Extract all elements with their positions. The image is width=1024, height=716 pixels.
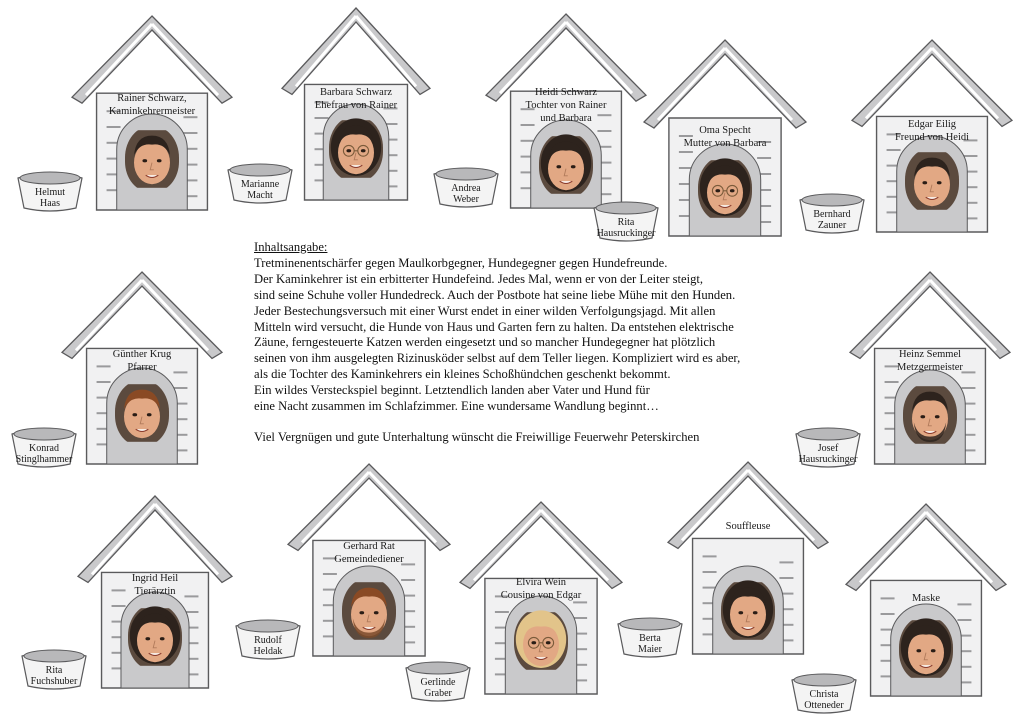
- dog-house: [74, 494, 236, 690]
- role-label-line: Tierärztin: [134, 586, 176, 597]
- woman-dark-bob-icon: [721, 578, 775, 644]
- actor-name-line: Christa: [809, 689, 839, 700]
- summary-line: Zäune, ferngesteuerte Katzen werden eingesetzt und so mancher Hundegegner hat plötzlich: [254, 335, 716, 350]
- actor-name-line: Hausruckinger: [798, 454, 858, 465]
- man-ginger-hair-icon: [115, 380, 169, 446]
- actor-name-line: Zauner: [817, 220, 847, 231]
- dog-house: [842, 502, 1010, 698]
- role-label-line: Pfarrer: [127, 362, 157, 373]
- food-bowl-actor-name: [430, 164, 502, 208]
- role-label: [664, 520, 832, 533]
- actor-name: [590, 217, 662, 239]
- actor-name: [796, 209, 868, 231]
- role-label: [278, 86, 434, 112]
- summary-line: eine Nacht zusammen im Schlafzimmer. Eine wundersame Wandlung beginnt…: [254, 399, 659, 414]
- summary-line: Der Kaminkehrer ist ein erbitterter Hundefeind. Jedes Mal, wenn er von der Leiter steigt,: [254, 271, 704, 286]
- actor-name-line: Berta: [639, 633, 661, 644]
- actor-name-line: Konrad: [29, 443, 59, 454]
- man-dark-hair-icon: [905, 148, 959, 214]
- blonde-woman-glasses-icon: [514, 608, 568, 674]
- actor-name: [232, 635, 304, 657]
- actor-name: [224, 179, 296, 201]
- food-bowl-actor-name: [796, 190, 868, 234]
- woman-glasses-icon: [329, 116, 383, 182]
- summary-heading: Inhaltsangabe:: [254, 240, 328, 254]
- actor-name-line: Hausruckinger: [596, 228, 656, 239]
- actor-name-line: Josef: [817, 443, 839, 454]
- food-bowl-actor-name: [614, 614, 686, 658]
- role-label: [58, 348, 226, 374]
- role-label-line: Elvira Wein: [516, 577, 566, 588]
- food-bowl-actor-name: [14, 168, 86, 212]
- plot-summary: [254, 240, 834, 446]
- food-bowl-actor-name: [224, 160, 296, 204]
- actor-name-line: Rita: [617, 217, 635, 228]
- role-label-line: Ehefrau von Rainer: [314, 100, 398, 111]
- role-label-line: Rainer Schwarz,: [117, 93, 187, 104]
- food-bowl-actor-name: [590, 198, 662, 242]
- role-label: [640, 124, 810, 150]
- actor-name-line: Maier: [638, 644, 662, 655]
- older-woman-glasses-icon: [698, 156, 752, 222]
- summary-line: Tretminenentschärfer gegen Maulkorbgegner, Hundegegner gegen Hundefreunde.: [254, 255, 668, 270]
- role-label: [74, 572, 236, 598]
- role-label-line: Oma Specht: [699, 125, 751, 136]
- actor-name: [8, 443, 80, 465]
- role-label: [284, 540, 454, 566]
- actor-name-line: Otteneder: [804, 700, 844, 711]
- actor-name-line: Bernhard: [813, 209, 851, 220]
- food-bowl-actor-name: [8, 424, 80, 468]
- dog-house: [58, 270, 226, 466]
- role-label-line: Barbara Schwarz: [319, 87, 392, 98]
- role-label: [848, 118, 1016, 144]
- man-beard-reddish-icon: [342, 578, 396, 644]
- young-woman-icon: [539, 132, 593, 198]
- actor-name-line: Graber: [424, 688, 452, 699]
- actor-name-line: Rudolf: [254, 635, 282, 646]
- actor-name-line: Macht: [247, 190, 273, 201]
- role-label: [68, 92, 236, 118]
- summary-line: Jeder Bestechungsversuch mit einer Wurst endet in einer wilden Verfolgungsjagd. Mit allen: [254, 303, 716, 318]
- actor-name-line: Gerlinde: [420, 677, 456, 688]
- food-bowl-actor-name: [232, 616, 304, 660]
- dog-house: [456, 500, 626, 696]
- actor-name-line: Helmut: [35, 187, 65, 198]
- actor-name: [430, 183, 502, 205]
- role-label-line: Gemeindediener: [334, 554, 404, 565]
- actor-name-line: Fuchshuber: [30, 676, 78, 687]
- role-label-line: Kaminkehrermeister: [108, 106, 196, 117]
- food-bowl-actor-name: [402, 658, 474, 702]
- dog-house: [278, 6, 434, 202]
- role-label: [842, 592, 1010, 605]
- actor-name-line: Rita: [45, 665, 63, 676]
- actor-name-line: Andrea: [451, 183, 481, 194]
- role-label-line: Günther Krug: [112, 349, 172, 360]
- actor-name-line: Marianne: [240, 179, 280, 190]
- role-label-line: Freund von Heidi: [894, 132, 970, 143]
- dog-house: [846, 270, 1014, 466]
- role-label: [846, 348, 1014, 374]
- dog-house: [664, 460, 832, 656]
- role-label: [482, 86, 650, 125]
- actor-name-line: Weber: [453, 194, 479, 205]
- dog-house: [482, 12, 650, 210]
- dog-house: [640, 38, 810, 238]
- actor-name: [14, 187, 86, 209]
- man-short-dark-hair-icon: [125, 126, 179, 192]
- actor-name-line: Heldak: [253, 646, 283, 657]
- summary-spacer: [254, 415, 834, 430]
- actor-name: [402, 677, 474, 699]
- role-label-line: Tochter von Rainer: [525, 100, 607, 111]
- summary-line: seinen von ihm ausgelegten Rizinusköder selbst auf dem Teller liegen. Kompliziert wird es aber,: [254, 351, 741, 366]
- role-label-line: Metzgermeister: [897, 362, 963, 373]
- role-label: [456, 576, 626, 602]
- woman-short-hair-icon: [128, 604, 182, 670]
- role-label-line: Mutter von Barbara: [683, 138, 767, 149]
- summary-closing: Viel Vergnügen und gute Unterhaltung wünscht die Freiwillige Feuerwehr Peterskirchen: [254, 429, 700, 444]
- role-label-line: Gerhard Rat: [343, 541, 395, 552]
- dog-house: [848, 38, 1016, 234]
- food-bowl-actor-name: [788, 670, 860, 714]
- role-label-line: Cousine von Edgar: [500, 590, 582, 601]
- man-beard-icon: [903, 382, 957, 448]
- actor-name-line: Stinglhammer: [15, 454, 73, 465]
- actor-name: [788, 689, 860, 711]
- role-label-line: Heinz Semmel: [898, 349, 962, 360]
- actor-name: [614, 633, 686, 655]
- actor-name: [18, 665, 90, 687]
- role-label-line: Maske: [912, 593, 940, 604]
- actor-name-line: Haas: [40, 198, 60, 209]
- role-label-line: Heidi Schwarz: [534, 87, 598, 98]
- dog-house: [284, 462, 454, 658]
- role-label-line: Edgar Eilig: [907, 119, 957, 130]
- role-label-line: Ingrid Heil: [131, 573, 179, 584]
- summary-line: als die Tochter des Kaminkehrers ein kleines Schoßhündchen geschenkt bekommt.: [254, 367, 671, 382]
- summary-line: Mitteln wird versucht, die Hunde von Haus und Garten fern zu halten. Da entstehen elektrische: [254, 319, 734, 334]
- dog-house: [68, 14, 236, 212]
- woman-dark-hair-icon: [899, 616, 953, 682]
- role-label-line: Souffleuse: [725, 521, 771, 532]
- summary-line: sind seine Schuhe voller Hundedreck. Auch der Postbote hat seine liebe Mühe mit den Hunden.: [254, 287, 736, 302]
- summary-line: Ein wildes Versteckspiel beginnt. Letztendlich landen aber Vater und Hund für: [254, 383, 650, 398]
- food-bowl-actor-name: [18, 646, 90, 690]
- role-label-line: und Barbara: [540, 113, 592, 124]
